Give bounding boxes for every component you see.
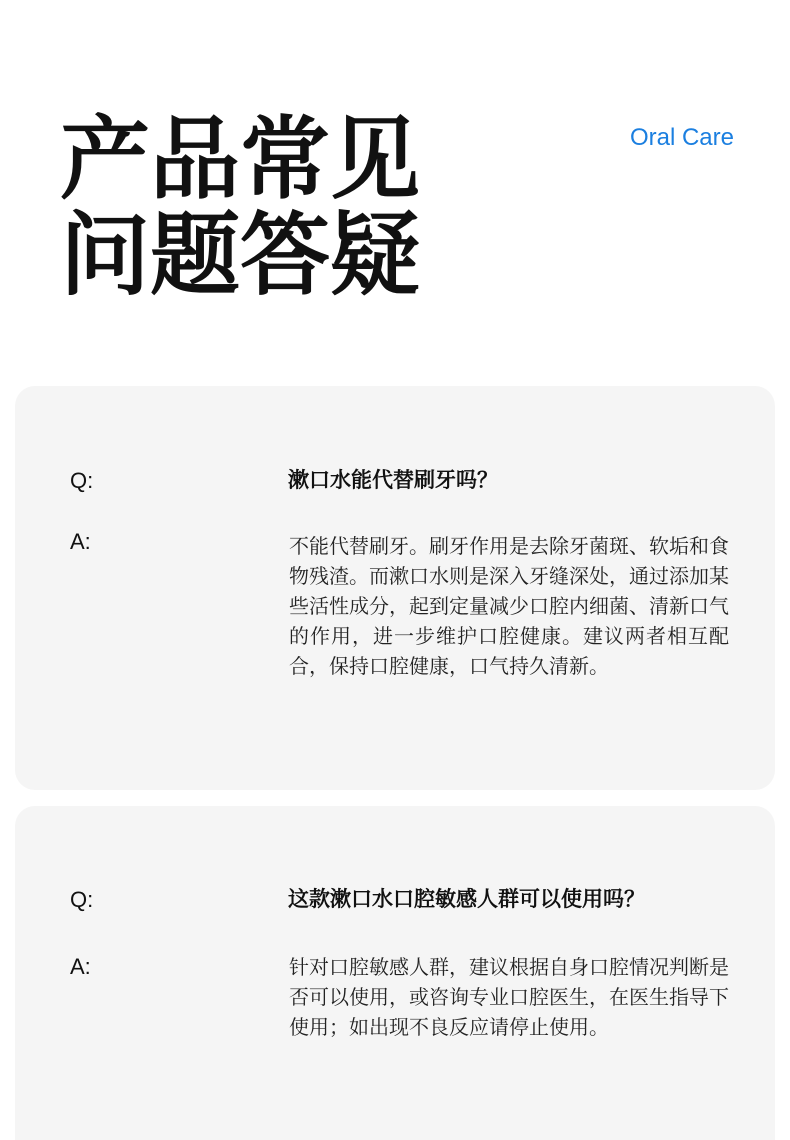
question-label: Q: bbox=[70, 468, 94, 493]
page-title-line-2: 问题答疑 bbox=[60, 203, 420, 308]
faq-card-1 bbox=[15, 386, 775, 790]
question-text: 漱口水能代替刷牙吗？ bbox=[288, 468, 498, 492]
page-title-line-1: 产品常见 bbox=[60, 107, 420, 212]
page-title bbox=[60, 107, 480, 308]
answer-text: 不能代替刷牙。刷牙作用是去除牙菌斑、软垢和食物残渣。而漱口水则是深入牙缝深处，通过添加某些活性成分，起到定量减少口腔内细菌、清新口气的作用，进一步维护口腔健康。建议两者相互配合，保持口腔健康，口气持久清新。 bbox=[289, 534, 729, 678]
answer-label: A: bbox=[70, 954, 91, 979]
faq-card-2 bbox=[15, 806, 775, 1140]
question-label: Q: bbox=[70, 887, 94, 912]
brand-tag: Oral Care bbox=[629, 124, 734, 151]
question-text: 这款漱口水口腔敏感人群可以使用吗？ bbox=[288, 887, 645, 911]
answer-text: 针对口腔敏感人群，建议根据自身口腔情况判断是否可以使用，或咨询专业口腔医生，在医生指导下使用；如出现不良反应请停止使用。 bbox=[289, 955, 729, 1039]
answer-label: A: bbox=[70, 529, 91, 554]
